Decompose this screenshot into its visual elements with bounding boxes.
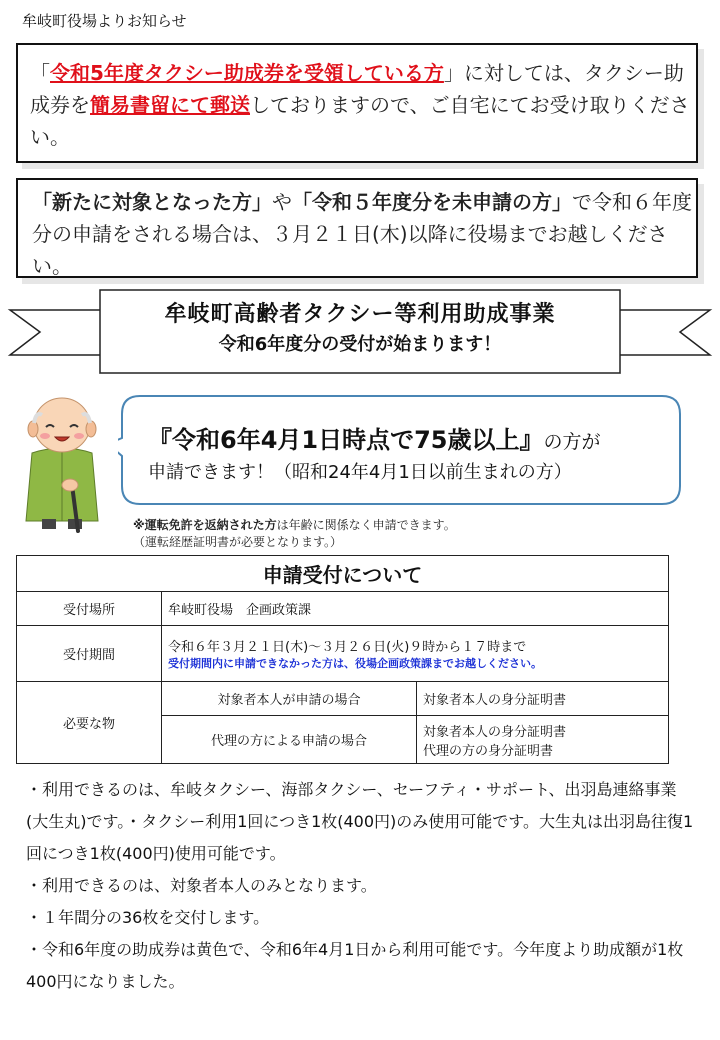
box2-text-b: や	[272, 190, 292, 214]
box1-highlight: 令和5年度タクシー助成券を受領している方	[50, 61, 444, 85]
box1-highlight-mail: 簡易書留にて郵送	[90, 93, 250, 117]
period-value: 令和６年３月２１日(木)～３月２６日(火)９時から１７時まで	[168, 640, 527, 655]
period-cell	[162, 626, 669, 682]
note-line-2: （運転経歴証明書が必要となります。）	[133, 535, 343, 549]
period-note: 受付期間内に申請できなかった方は、役場企画政策課までお越しください。	[168, 657, 542, 670]
proxy-items-1: 対象者本人の身分証明書	[423, 724, 567, 740]
elderly-man-icon	[12, 393, 112, 533]
bullet-ticket-count: ・１年間分の36枚を交付します。	[26, 908, 270, 927]
notice-header: 牟岐町役場よりお知らせ	[22, 12, 187, 30]
place-label: 受付場所	[17, 592, 162, 626]
eligibility-tail: の方が	[543, 431, 601, 453]
box2-text-a: 「新たに対象となった方」	[32, 190, 272, 214]
note-line-1	[133, 517, 456, 534]
banner-subtitle: 令和6年度分の受付が始まります！	[218, 334, 502, 355]
proxy-case: 代理の方による申請の場合	[162, 716, 417, 764]
box1-quote: 「	[30, 61, 50, 85]
box1-text-a: 」に対しては、タクシー助成券を	[30, 61, 684, 117]
eligibility-headline	[148, 420, 601, 455]
self-items: 対象者本人の身分証明書	[417, 682, 669, 716]
table-title: 申請受付について	[17, 556, 669, 592]
proxy-items-2: 代理の方の身分証明書	[423, 743, 554, 759]
eligibility-main: 『令和6年4月1日時点で75歳以上』	[148, 426, 544, 454]
proxy-items-cell	[417, 716, 669, 764]
bullet-ticket-color: ・令和6年度の助成券は黄色で、令和6年4月1日から利用可能です。今年度より助成額が1枚400円になりました。	[26, 940, 684, 991]
usage-notes	[26, 774, 696, 998]
application-table	[16, 555, 669, 764]
box1-text	[30, 57, 695, 153]
note-bold: ※運転免許を返納された方	[133, 518, 277, 532]
box2-text-c: 「令和５年度分を未申請の方」	[292, 190, 572, 214]
box1-text-b: しておりますので、ご自宅にてお受け取りください。	[30, 93, 690, 149]
eligibility-detail: 申請できます！（昭和24年4月1日以前生まれの方）	[148, 462, 572, 483]
note-rest: は年齢に関係なく申請できます。	[276, 518, 456, 532]
place-value: 牟岐町役場 企画政策課	[162, 592, 669, 626]
items-label: 必要な物	[17, 682, 162, 764]
notice-box-recipients	[16, 43, 698, 163]
self-case: 対象者本人が申請の場合	[162, 682, 417, 716]
box2-text	[32, 186, 697, 282]
bullet-usable-services: ・利用できるのは、牟岐タクシー、海部タクシー、セーフティ・サポート、出羽島連絡事業(大生丸)です。・タクシー利用1回につき1枚(400円)のみ使用可能です。大生丸は出羽島往復1回につき1枚(400円)使用可能です。	[26, 780, 694, 863]
bullet-eligible-user: ・利用できるのは、対象者本人のみとなります。	[26, 876, 377, 895]
box2-text-d: で令和６年度分の申請をされる場合は、３月２１日(木)以降に役場までお越しください。	[32, 190, 692, 278]
period-label: 受付期間	[17, 626, 162, 682]
banner-title: 牟岐町高齢者タクシー等利用助成事業	[164, 302, 556, 327]
notice-box-new-applicants	[16, 178, 698, 278]
license-note	[133, 517, 456, 551]
